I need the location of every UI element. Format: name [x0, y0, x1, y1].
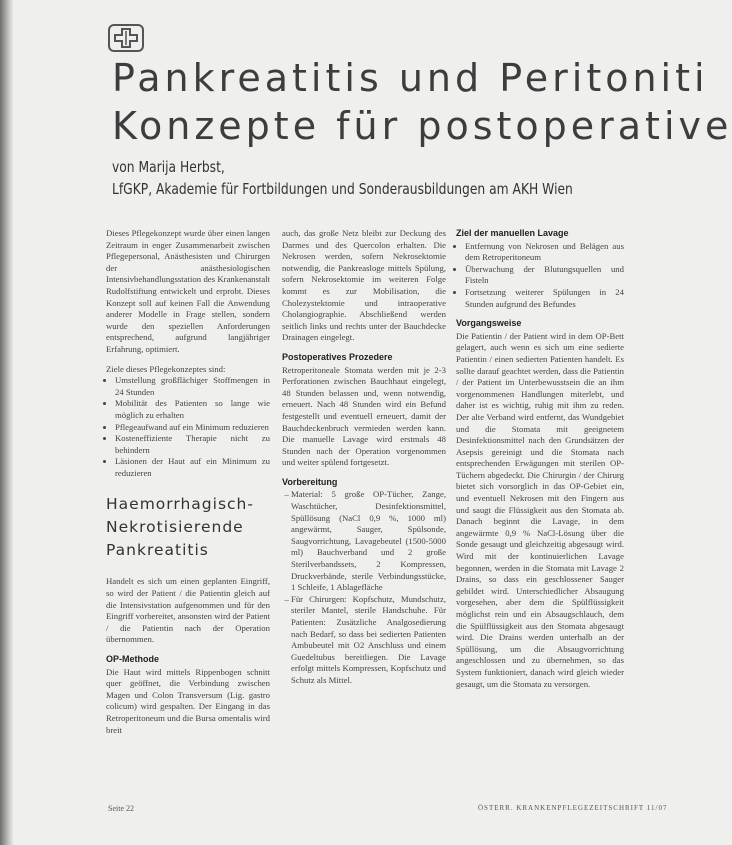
list-item: • Überwachung der Blutungsquellen und Fisteln	[465, 264, 624, 287]
text-column-3	[456, 222, 624, 698]
lavage-goal-heading: Ziel der manuellen Lavage	[456, 228, 569, 238]
list-item: • Mobilität des Patienten so lange wie möglich zu erhalten	[115, 398, 270, 421]
intro-paragraph: Dieses Pflegekonzept wurde über einen langen Zeitraum in enger Zusammenarbeit zwischen Pflegepersonal, Anästhesisten und Chirurgen der anästhesiologischen Intensivbehandlungsstation des Krankenanstalt Rudolfstiftung entwickelt und erprobt. Dieses Konzept soll auf keinen Fall die Anwendung anderer Modelle in Frage stellen, sondern wurde den speziellen Anforderungen entsprechend, aufgrund langjähriger Erfahrung, optimiert.	[106, 228, 270, 354]
page-binding-shadow	[0, 0, 14, 845]
list-item: – Material: 5 große OP-Tücher, Zange, Waschtücher, Desinfektionsmittel, Spüllösung (NaCl 0,9 %, 1000 ml) angewärmt, Sauger, Spülsonde, Saugvorrichtung, Lavagebeutel (1500-5000 ml) Bauchverband und 2 große Sterilverbandssets, 2 Kompressen, Druckverbände, sterile Verbindungsstücke, 1 Schleife, 1 Ablagefläche	[291, 489, 446, 593]
preparation-list	[282, 489, 446, 686]
cross-logo-icon	[108, 24, 144, 52]
text-column-2	[282, 228, 446, 695]
section-paragraph: Handelt es sich um einen geplanten Eingriff, so wird der Patient / die Patientin gleich auf die Intensivstation aufgenommen und für den Eingriff vorbereitet, ansonsten wird der Patient / die Patientin nach der Operation übernommen.	[106, 576, 270, 645]
page-number: Seite 22	[108, 804, 134, 813]
preparation-heading: Vorbereitung	[282, 476, 338, 487]
list-item: • Fortsetzung weiterer Spülungen in 24 Stunden aufgrund des Befundes	[465, 287, 624, 310]
procedure-paragraph: Die Patientin / der Patient wird in dem OP-Bett gelagert, auch wenn es sich um eine sedierte Patientin / einen sedierten Patienten handelt. Es sollte darauf geachtet werden, dass die Patientin / der Patient im Unterbewusstsein die an ihm vorgenommenen Handlungen miterlebt, und daher ist es wichtig, ruhig mit ihm zu reden. Der alte Verband wird entfernt, das Wundgebiet und die Stomata mit geeignetem Desinfektionsmittel nach den Grundsätzen der Asepsis gereinigt und die Stomata nach entsprechenden Erwägungen mit sterilen OP-Tüchern abgedeckt. Die Chirurgin / der Chirurg bietet sich vorsorglich in das OP-Gebiet ein, und eventuell Nekrosen mit den Fingern aus und saugt die Flüssigkeit aus den Stomata ab. Danach beginnt die Lavage, in dem angewärmte 0,9 % NaCl-Lösung über die Sonde gesaugt und gleichzeitig abgesaugt wird. Wird mit der kontinuierlichen Lavage begonnen, werden in die Stomata mit Lavage 2 Drains, so dass ein geschlossener Sauger gebildet wird. Unterschiedlicher Absaugung vorgesehen, aber dem die Spülflüssigkeit möglichst rein und ein Absaugschlauch, dem die Spülflüssigkeit aus den Stomata abgesaugt wird. Die Drains werden unterhalb an der Spüllösung, um die Absaugvorrichtung angeschlossen und zu übernehmen, so das System funktioniert, danach wird gleich wieder gesaugt, um die Stomata zu versorgen.	[456, 330, 624, 689]
continuation-paragraph: auch, das große Netz bleibt zur Deckung des Darmes und des Quercolon erhalten. Die Nekrosen werden, sofern Nekrosektomie notwendig, die Pankreasloge mittels Spülung, sofern Nekrosektomie im weiteren Folge kommt es zur Mobilisation, die Cholezystektomie und intraoperative Cholangiographie. Abschließend werden seitlich links und rechts unter der Bauchdecke Drainagen eingelegt.	[282, 228, 446, 343]
list-item: • Pflegeaufwand auf ein Minimum reduzieren	[115, 422, 270, 434]
goals-list	[106, 375, 270, 479]
postop-paragraph: Retroperitoneale Stomata werden mit je 2-3 Perforationen zwischen Bauchhaut eingelegt, 48 Stunden belassen und, wenn notwendig, erneuert. Nach 48 Stunden wird ein Befund festgestellt und eventuell erneuert, damit der Bauchdeckenbruch vermieden werden kann. Die manuelle Lavage wird erstmals 48 Stunden nach der Operation vorgenommen und weiter spülend fortgesetzt.	[282, 364, 446, 468]
journal-footer: ÖSTERR. KRANKENPFLEGEZEITSCHRIFT 11/07	[478, 804, 668, 812]
list-item: • Entfernung von Nekrosen und Belägen aus dem Retroperitoneum	[465, 241, 624, 264]
procedure-heading: Vorgangsweise	[456, 318, 522, 329]
article-title-line-2: Konzepte für postoperative	[112, 104, 732, 148]
article-title-line-1: Pankreatitis und Peritoniti	[112, 56, 709, 100]
list-item: • Umstellung großflächiger Stoffmengen in 24 Stunden	[115, 375, 270, 398]
list-item: • Kosteneffiziente Therapie nicht zu behindern	[115, 433, 270, 456]
op-method-heading: OP-Methode	[106, 654, 159, 665]
author-byline: von Marija Herbst,	[112, 158, 225, 176]
author-affiliation: LfGKP, Akademie für Fortbildungen und Sonderausbildungen am AKH Wien	[112, 180, 573, 198]
text-column-1	[106, 228, 270, 744]
list-item: • Läsionen der Haut auf ein Minimum zu reduzieren	[115, 456, 270, 479]
list-item: – Für Chirurgen: Kopfschutz, Mundschutz, steriler Mantel, sterile Handschuhe. Für Patienten: Zusätzliche Analgosedierung nach Bedarf, so dass bei sedierten Patienten Ambubeutel mit O2 Anschluss und einem Guedeltubus bereitliegen. Die Lavage erfolgt mittels Kompressen, Kopfschutz und Schutz als Mittel.	[291, 594, 446, 687]
op-method-paragraph: Die Haut wird mittels Rippenbogen schnitt quer geöffnet, die Verbindung zwischen Magen und Colon Transversum (Lig. gastro colicum) wird gespalten. Der Eingang in das Retroperitoneum und die Bursa omentalis wird breit	[106, 666, 270, 735]
section-heading: Haemorrhagisch-Nekrotisierende Pankreatitis	[106, 495, 254, 560]
postop-heading: Postoperatives Prozedere	[282, 351, 393, 362]
lavage-goal-list	[456, 241, 624, 311]
goals-intro: Ziele dieses Pflegekonzeptes sind:	[106, 363, 226, 374]
